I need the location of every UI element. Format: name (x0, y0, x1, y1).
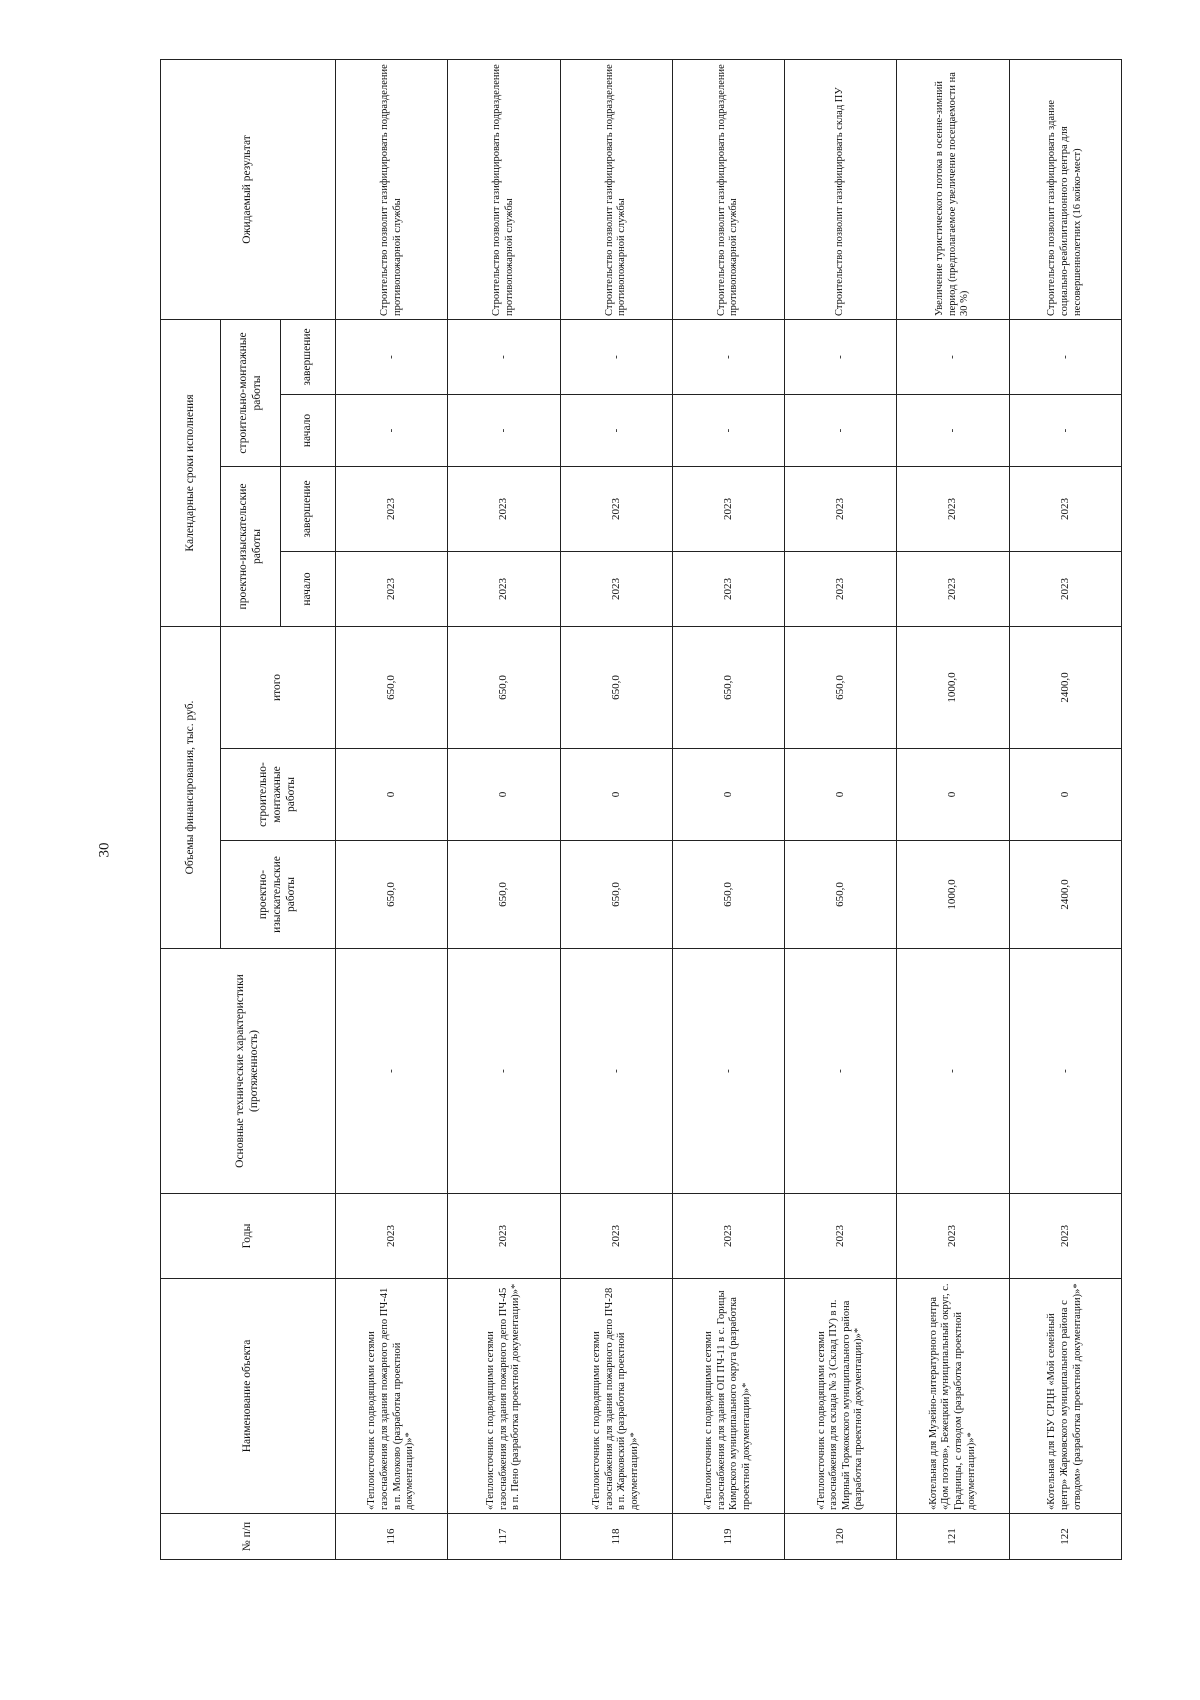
cell-design-end: 2023 (448, 467, 560, 552)
cell-design-end: 2023 (785, 467, 897, 552)
header-build-end: завершение (281, 320, 336, 395)
cell-build-end: - (448, 320, 560, 395)
cell-fin-build: 0 (785, 749, 897, 841)
cell-fin-build: 0 (560, 749, 672, 841)
cell-fin-build: 0 (336, 749, 448, 841)
cell-fin-build: 0 (448, 749, 560, 841)
cell-tech: - (785, 949, 897, 1194)
cell-object-name: «Котельная для ГБУ СРЦН «Мой семейный центр» Жарковского муниципального района с отводом» (разработка проектной документации)»* (1009, 1279, 1121, 1514)
table-row (897, 60, 1009, 1560)
cell-fin-build: 0 (1009, 749, 1121, 841)
cell-build-end: - (897, 320, 1009, 395)
cell-object-name: «Теплоисточник с подводящими сетями газоснабжения для склада № 3 (Склад ПУ) в п. Мирный Торжокского муниципального района (разработка проектной документации)»* (785, 1279, 897, 1514)
table-body (336, 60, 1122, 1560)
cell-build-start: - (785, 395, 897, 467)
cell-fin-design: 650,0 (785, 841, 897, 949)
cell-tech: - (448, 949, 560, 1194)
cell-num: 120 (785, 1514, 897, 1560)
investment-table (160, 59, 1122, 1560)
cell-num: 121 (897, 1514, 1009, 1560)
rotated-table-frame (160, 60, 1122, 1560)
cell-fin-total: 650,0 (672, 627, 784, 749)
cell-tech: - (1009, 949, 1121, 1194)
table-row (672, 60, 784, 1560)
cell-years: 2023 (336, 1194, 448, 1279)
cell-fin-build: 0 (672, 749, 784, 841)
cell-object-name: «Котельная для Музейно-литературного центра «Дом поэтов», Бежецкий муниципальный округ, с. Градницы, с отводом (разработка проектной документации)»* (897, 1279, 1009, 1514)
header-tech: Основные технические характеристики (протяженность) (161, 949, 336, 1194)
header-name: Наименование объекта (161, 1279, 336, 1514)
cell-tech: - (672, 949, 784, 1194)
cell-object-name: «Теплоисточник с подводящими сетями газоснабжения для здания пожарного депо ПЧ-28 в п. Жарковский (разработка проектной документации)»* (560, 1279, 672, 1514)
cell-years: 2023 (1009, 1194, 1121, 1279)
cell-years: 2023 (897, 1194, 1009, 1279)
table-row (1009, 60, 1121, 1560)
cell-num: 122 (1009, 1514, 1121, 1560)
cell-design-start: 2023 (672, 552, 784, 627)
cell-fin-design: 650,0 (672, 841, 784, 949)
cell-design-end: 2023 (336, 467, 448, 552)
cell-fin-design: 650,0 (336, 841, 448, 949)
cell-years: 2023 (560, 1194, 672, 1279)
cell-build-end: - (672, 320, 784, 395)
cell-fin-total: 2400,0 (1009, 627, 1121, 749)
cell-fin-design: 2400,0 (1009, 841, 1121, 949)
header-fin-design: проектно-изыскательские работы (221, 841, 336, 949)
cell-years: 2023 (672, 1194, 784, 1279)
cell-fin-design: 650,0 (560, 841, 672, 949)
cell-object-name: «Теплоисточник с подводящими сетями газоснабжения для здания пожарного депо ПЧ-45 в п. Пено (разработка проектной документации)»* (448, 1279, 560, 1514)
cell-design-start: 2023 (785, 552, 897, 627)
header-result: Ожидаемый результат (161, 60, 336, 320)
cell-result: Строительство позволит газифицировать подразделение противопожарной службы (560, 60, 672, 320)
cell-design-end: 2023 (1009, 467, 1121, 552)
cell-fin-design: 650,0 (448, 841, 560, 949)
cell-num: 117 (448, 1514, 560, 1560)
cell-years: 2023 (448, 1194, 560, 1279)
table-row (448, 60, 560, 1560)
table-header (161, 60, 336, 1560)
cell-object-name: «Теплоисточник с подводящими сетями газоснабжения для здания ОП ПЧ-11 в с. Горицы Кимрского муниципального округа (разработка проектной документации)»* (672, 1279, 784, 1514)
cell-build-end: - (560, 320, 672, 395)
cell-num: 118 (560, 1514, 672, 1560)
header-design-start: начало (281, 552, 336, 627)
cell-fin-total: 650,0 (560, 627, 672, 749)
cell-build-start: - (672, 395, 784, 467)
cell-design-start: 2023 (336, 552, 448, 627)
header-years: Годы (161, 1194, 336, 1279)
table-row (336, 60, 448, 1560)
cell-num: 116 (336, 1514, 448, 1560)
header-design-end: завершение (281, 467, 336, 552)
cell-build-end: - (336, 320, 448, 395)
cell-tech: - (560, 949, 672, 1194)
cell-build-start: - (560, 395, 672, 467)
cell-num: 119 (672, 1514, 784, 1560)
page-number: 30 (96, 842, 113, 858)
cell-design-start: 2023 (897, 552, 1009, 627)
header-cal-build: строительно-монтажные работы (221, 320, 281, 467)
cell-fin-design: 1000,0 (897, 841, 1009, 949)
cell-fin-total: 650,0 (448, 627, 560, 749)
cell-build-end: - (1009, 320, 1121, 395)
header-num: № п/п (161, 1514, 336, 1560)
cell-fin-total: 650,0 (336, 627, 448, 749)
cell-result: Строительство позволит газифицировать подразделение противопожарной службы (672, 60, 784, 320)
cell-years: 2023 (785, 1194, 897, 1279)
cell-build-start: - (336, 395, 448, 467)
cell-build-start: - (1009, 395, 1121, 467)
cell-result: Строительство позволит газифицировать склад ПУ (785, 60, 897, 320)
cell-result: Строительство позволит газифицировать подразделение противопожарной службы (336, 60, 448, 320)
cell-design-start: 2023 (560, 552, 672, 627)
header-cal-design: проектно-изыскательские работы (221, 467, 281, 627)
cell-design-start: 2023 (1009, 552, 1121, 627)
document-sheet (160, 60, 1122, 1560)
cell-fin-build: 0 (897, 749, 1009, 841)
header-fin-total: итого (221, 627, 336, 749)
cell-design-end: 2023 (672, 467, 784, 552)
header-build-start: начало (281, 395, 336, 467)
cell-tech: - (336, 949, 448, 1194)
table-row (560, 60, 672, 1560)
cell-fin-total: 1000,0 (897, 627, 1009, 749)
cell-build-start: - (448, 395, 560, 467)
cell-design-end: 2023 (560, 467, 672, 552)
cell-tech: - (897, 949, 1009, 1194)
header-finance: Объемы финансирования, тыс. руб. (161, 627, 221, 949)
cell-result: Строительство позволит газифицировать подразделение противопожарной службы (448, 60, 560, 320)
header-fin-build: строительно-монтажные работы (221, 749, 336, 841)
cell-object-name: «Теплоисточник с подводящими сетями газоснабжения для здания пожарного депо ПЧ-41 в п. Молоково (разработка проектной документации)»* (336, 1279, 448, 1514)
cell-design-end: 2023 (897, 467, 1009, 552)
cell-build-start: - (897, 395, 1009, 467)
cell-build-end: - (785, 320, 897, 395)
cell-design-start: 2023 (448, 552, 560, 627)
cell-fin-total: 650,0 (785, 627, 897, 749)
header-calendar: Календарные сроки исполнения (161, 320, 221, 627)
table-row (785, 60, 897, 1560)
cell-result: Увеличение туристического потока в осенне-зимний период (предполагаемое увеличение посещаемости на 30 %) (897, 60, 1009, 320)
cell-result: Строительство позволит газифицировать здание социально-реабилитационного центра для несовершеннолетних (16 койко-мест) (1009, 60, 1121, 320)
